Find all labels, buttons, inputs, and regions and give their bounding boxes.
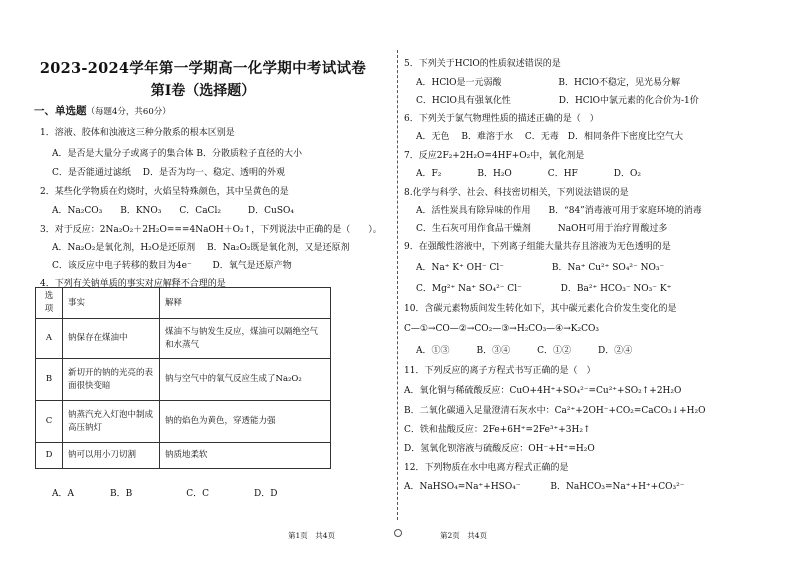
table-cell: A [36, 319, 63, 359]
table-header: 解释 [160, 288, 331, 319]
question-line: A．Na₂O₂是氧化剂，H₂O是还原剂 B．Na₂O₂既是氧化剂，又是还原剂 [52, 243, 350, 253]
question-line: 6．下列关于氯气物理性质的描述正确的是（ ） [404, 114, 599, 124]
q4-table [35, 287, 331, 469]
question-line: 1．溶液、胶体和浊液这三种分散系的根本区别是 [40, 128, 235, 138]
table-cell: 钠与空气中的氧气反应生成了Na₂O₂ [160, 359, 331, 401]
table-cell: 钠可以用小刀切割 [63, 443, 160, 469]
question-line: A．活性炭具有除异味的作用 B．“84”消毒液可用于家庭环境的消毒 [416, 206, 702, 216]
question-line: 11．下列反应的离子方程式书写正确的是（ ） [404, 366, 596, 376]
question-line: C．是否能通过滤纸 D．是否为均一、稳定、透明的外观 [52, 168, 285, 178]
question-line: A．①③ B．③④ C．①② D．②④ [416, 346, 633, 356]
question-line: C—①→CO—②→CO₂—③→H₂CO₃—④→K₂CO₃ [404, 324, 599, 334]
table-cell: 煤油不与钠发生反应，煤油可以隔绝空气和水蒸气 [160, 319, 331, 359]
table-cell: 钠保存在煤油中 [63, 319, 160, 359]
question-line: A．是否是大量分子或离子的集合体 B．分散质粒子直径的大小 [52, 149, 302, 159]
table-header-row [36, 288, 331, 319]
center-dot-icon [394, 529, 402, 537]
question-line: A．氧化铜与稀硫酸反应：CuO+4H⁺+SO₄²⁻=Cu²⁺+SO₂↑+2H₂O [404, 386, 682, 396]
section-heading [34, 105, 171, 118]
column-divider [397, 50, 398, 520]
question-line: A．Na₂CO₃ B．KNO₃ C．CaCl₂ D．CuSO₄ [52, 206, 294, 216]
question-line: A．F₂ B．H₂O C．HF D．O₂ [416, 169, 641, 179]
question-line: 5．下列关于HClO的性质叙述错误的是 [404, 59, 561, 69]
page-number-left: 第1页 共4页 [288, 531, 336, 540]
question-line: C．生石灰可用作食品干燥剂 NaOH可用于治疗胃酸过多 [416, 224, 668, 234]
question-line: 10．含碳元素物质间发生转化如下，其中碳元素化合价发生变化的是 [404, 304, 677, 314]
question-line: 2．某些化学物质在灼烧时，火焰呈特殊颜色，其中呈黄色的是 [40, 187, 289, 197]
table-cell: 钠质地柔软 [160, 443, 331, 469]
question-line: C．Mg²⁺ Na⁺ SO₄²⁻ Cl⁻ D．Ba²⁺ HCO₃⁻ NO₃⁻ K⁺ [416, 284, 672, 294]
table-row [36, 359, 331, 401]
section-note: （每题4分，共60分） [86, 107, 171, 117]
question-line: 9．在强酸性溶液中，下列离子组能大量共存且溶液为无色透明的是 [404, 242, 671, 252]
question-line: C．HClO具有强氧化性 D．HClO中氯元素的化合价为-1价 [416, 96, 699, 106]
question-line: A．NaHSO₄=Na⁺+HSO₄⁻ B．NaHCO₃=Na⁺+H⁺+CO₃²⁻ [404, 482, 685, 492]
section-label: 一、单选题 [34, 105, 87, 117]
table-cell: 钠的焰色为黄色，穿透能力强 [160, 401, 331, 443]
table-header: 选项 [36, 288, 63, 319]
question-line: 8.化学与科学、社会、科技密切相关，下列说法错误的是 [404, 188, 629, 198]
table-row [36, 319, 331, 359]
question-line: 3．对于反应：2Na₂O₂＋2H₂O===4NaOH＋O₂↑，下列说法中正确的是（ ）。 [40, 225, 382, 235]
question-line: D．氢氧化钡溶液与硫酸反应：OH⁻+H⁺=H₂O [404, 444, 595, 454]
question-line: 7．反应2F₂+2H₂O=4HF+O₂中，氧化剂是 [404, 151, 585, 161]
table-header: 事实 [63, 288, 160, 319]
question-line: 4．下列有关钠单质的事实对应解释不合理的是 [40, 279, 226, 289]
question-line: A．Na⁺ K⁺ OH⁻ Cl⁻ B．Na⁺ Cu²⁺ SO₄²⁻ NO₃⁻ [416, 263, 665, 273]
question-line: A．无色 B．难溶于水 C．无毒 D．相同条件下密度比空气大 [416, 132, 683, 142]
page-number-right: 第2页 共4页 [440, 531, 488, 540]
question-line: A．HClO是一元弱酸 B．HClO不稳定，见光易分解 [416, 78, 680, 88]
table-row [36, 401, 331, 443]
question-line: C．该反应中电子转移的数目为4e⁻ D．氧气是还原产物 [52, 261, 292, 271]
table-cell: 新切开的钠的光亮的表面很快变暗 [63, 359, 160, 401]
table-cell: C [36, 401, 63, 443]
question-line: B．二氧化碳通入足量澄清石灰水中：Ca²⁺+2OH⁻+CO₂=CaCO₃↓+H₂O [404, 406, 706, 416]
exam-subtitle: 第Ⅰ卷（选择题） [150, 83, 256, 99]
table-cell: 钠蒸汽充入灯泡中制成高压钠灯 [63, 401, 160, 443]
table-cell: D [36, 443, 63, 469]
q4-options: A．A B．B C．C D．D [52, 489, 278, 499]
table-row [36, 443, 331, 469]
exam-title: 2023-2024学年第一学期高一化学期中考试试卷 [39, 60, 367, 77]
question-line: 12．下列物质在水中电离方程式正确的是 [404, 463, 569, 473]
table-cell: B [36, 359, 63, 401]
question-line: C．铁和盐酸反应：2Fe+6H⁺=2Fe³⁺+3H₂↑ [404, 425, 591, 435]
